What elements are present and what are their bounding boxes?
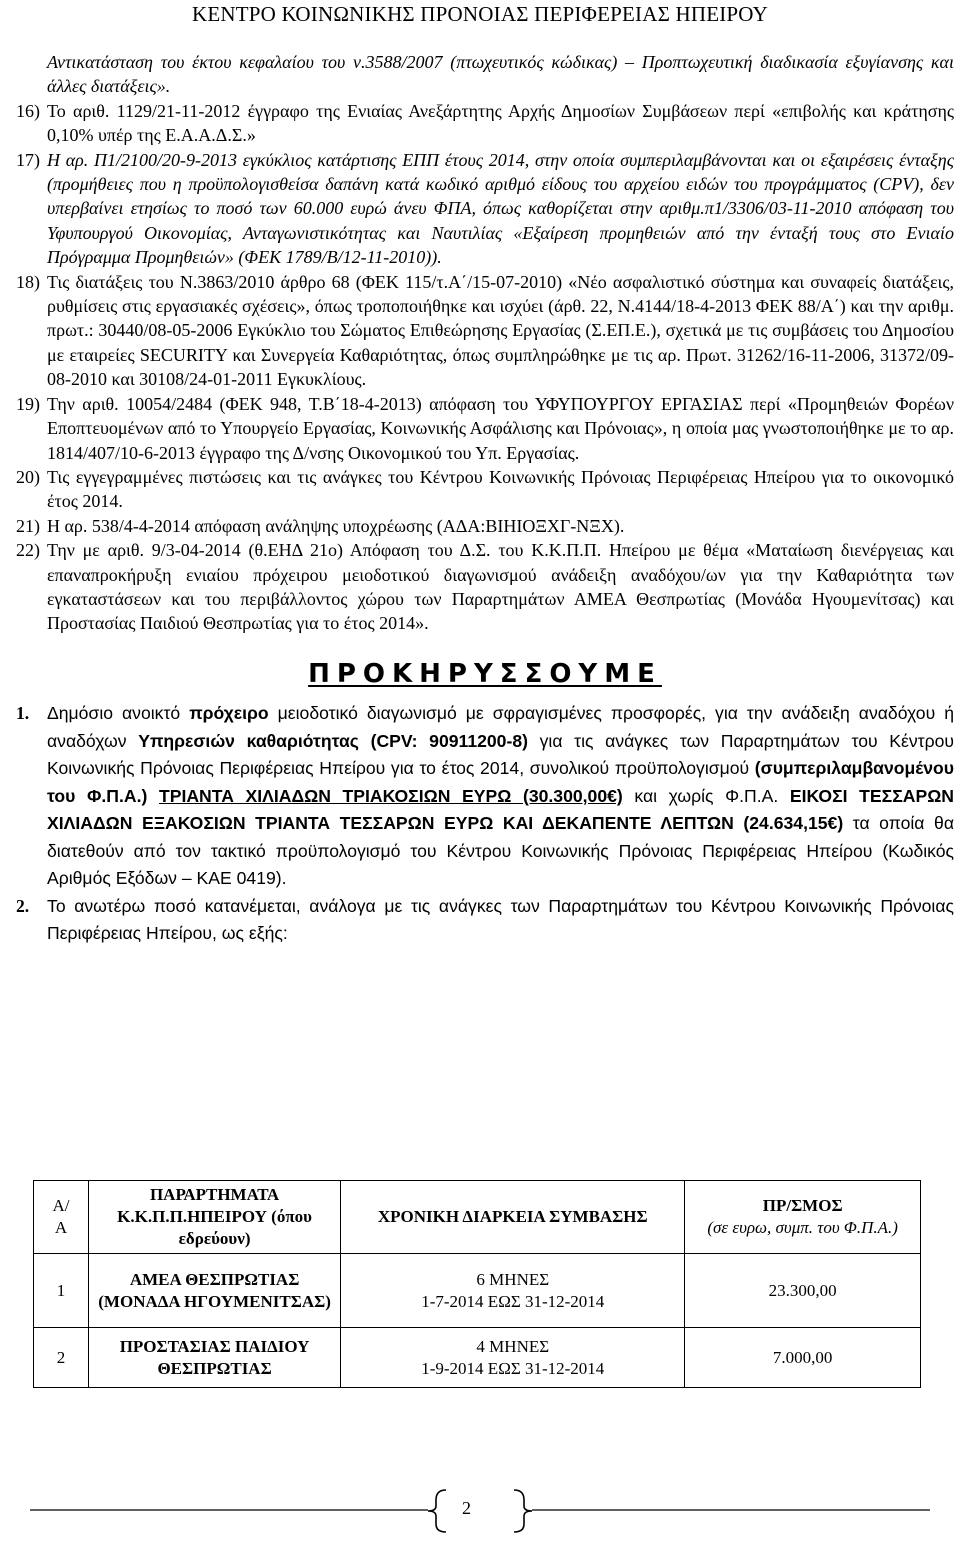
list-item <box>16 270 954 392</box>
page-number: 2 <box>462 1498 471 1518</box>
cell-aa: 2 <box>34 1328 89 1388</box>
allocation-table <box>33 1180 921 1388</box>
document-body <box>16 50 954 948</box>
table-row <box>34 1254 921 1328</box>
list-item <box>16 148 954 270</box>
page-footer <box>0 1486 960 1536</box>
decree-number: 1. <box>16 703 30 724</box>
item-number: 22) <box>16 540 40 561</box>
table-header-row <box>34 1181 921 1254</box>
list-item <box>16 99 954 148</box>
item-text: Τις διατάξεις του Ν.3863/2010 άρθρο 68 (ΦΕΚ 115/τ.Α΄/15-07-2010) «Νέο ασφαλιστικό σύστημα και συναφείς διατάξεις, ρυθμίσεις στις εργασιακές σχέσεις», όπως τροποποιήθηκε και ισχύει (άρθ. 22, Ν.4144/18-4-2013 ΦΕΚ 88/Α΄) και την αριθμ. πρωτ.: 30440/08-05-2006 Εγκύκλιο του Σώματος Επιθεώρησης Εργασίας (Σ.ΕΠ.Ε.), σχετικά με τις συμβάσεις του Δημοσίου με εταιρείες SECURITY και Συνεργεία Καθαριότητας, όπως συμπληρώθηκε με τις αρ. Πρωτ. 31262/16-11-2006, 31372/09-08-2010 και 30108/24-01-2011 Εγκυκλίους. <box>47 271 954 390</box>
cell-amount: 7.000,00 <box>685 1328 921 1388</box>
item-number: 20) <box>16 466 40 487</box>
intro-paragraph: Αντικατάσταση του έκτου κεφαλαίου του ν.3588/2007 (πτωχευτικός κώδικας) – Προπτωχευτική διαδικασία εξυγίανσης και άλλες διατάξεις». <box>47 52 954 97</box>
proclamation-title: ΠΡΟΚΗΡΥΣΣΟΥΜΕ <box>308 658 662 689</box>
list-item <box>16 392 954 465</box>
item-number: 17) <box>16 149 40 170</box>
item-text: Την αριθ. 10054/2484 (ΦΕΚ 948, Τ.Β΄18-4-2013) απόφαση του ΥΦΥΠΟΥΡΓΟΥ ΕΡΓΑΣΙΑΣ περί «Προμηθειών Φορέων Εποπτευομένων από το Υπουργείο Εργασίας, Κοινωνικής Ασφάλισης και Πρόνοιας», η οποία μας γνωστοποιήθηκε με το αρ. 1814/407/10-6-2013 έγγραφο της Δ/νσης Οικονομικού του Υπ. Εργασίας. <box>47 393 954 463</box>
cell-branch: ΠΡΟΣΤΑΣΙΑΣ ΠΑΙΔΙΟΥ ΘΕΣΠΡΩΤΙΑΣ <box>88 1328 340 1388</box>
item-text: Τις εγγεγραμμένες πιστώσεις και τις ανάγκες του Κέντρου Κοινωνικής Πρόνοιας Περιφέρειας Ηπείρου για το οικονομικό έτος 2014. <box>47 466 954 512</box>
list-item <box>16 514 954 538</box>
cell-aa: 1 <box>34 1254 89 1328</box>
list-item <box>16 465 954 514</box>
item-text: Η αρ. 538/4-4-2014 απόφαση ανάληψης υποχρέωσης (ΑΔΑ:ΒΙΗΙΟΞΧΓ-ΝΞΧ). <box>47 515 625 536</box>
item-number: 18) <box>16 271 40 292</box>
cell-amount: 23.300,00 <box>685 1254 921 1328</box>
decree-text: Το ανωτέρω ποσό κατανέμεται, ανάλογα με τις ανάγκες των Παραρτημάτων του Κέντρου Κοινωνικής Πρόνοιας Περιφέρειας Ηπείρου, ως εξής: <box>47 895 954 944</box>
item-text: Την με αριθ. 9/3-04-2014 (θ.ΕΗΔ 21ο) Απόφαση του Δ.Σ. του Κ.Κ.Π.Π. Ηπείρου με θέμα «Ματαίωση διενέργειας και επαναπροκήρυξη ενιαίου πρόχειρου μειοδοτικού διαγωνισμού ανάδειξη αναδόχου/ων για την Καθαριότητα των εγκαταστάσεων και του περιβάλλοντος χώρου των Παραρτημάτων ΑΜΕΑ Θεσπρωτίας (Μονάδα Ηγουμενίτσας) και Προστασίας Παιδιού Θεσπρωτίας για το έτος 2014». <box>47 540 954 634</box>
cell-branch: ΑΜΕΑ ΘΕΣΠΡΩΤΙΑΣ (ΜΟΝΑΔΑ ΗΓΟΥΜΕΝΙΤΣΑΣ) <box>88 1254 340 1328</box>
list-item <box>16 538 954 636</box>
page-header: ΚΕΝΤΡΟ ΚΟΙΝΩΝΙΚΗΣ ΠΡΟΝΟΙΑΣ ΠΕΡΙΦΕΡΕΙΑΣ ΗΠΕΙΡΟΥ <box>192 2 768 26</box>
footer-brace-decoration <box>0 1486 960 1536</box>
item-number: 16) <box>16 100 40 121</box>
decree-item <box>16 700 954 893</box>
table-row <box>34 1328 921 1388</box>
cell-duration: 4 ΜΗΝΕΣ 1-9-2014 ΕΩΣ 31-12-2014 <box>341 1328 685 1388</box>
header-branch: ΠΑΡΑΡΤΗΜΑΤΑ Κ.Κ.Π.Π.ΗΠΕΙΡΟΥ (όπου εδρεύουν) <box>88 1181 340 1254</box>
item-number: 21) <box>16 515 40 536</box>
decree-number: 2. <box>16 895 30 916</box>
cell-duration: 6 ΜΗΝΕΣ 1-7-2014 ΕΩΣ 31-12-2014 <box>341 1254 685 1328</box>
header-aa: Α/ Α <box>34 1181 89 1254</box>
decree-text: Δημόσιο ανοικτό πρόχειρο μειοδοτικό διαγωνισμό με σφραγισμένες προσφορές, για την ανάδειξη αναδόχου ή αναδόχων Υπηρεσιών καθαριότητας (CPV: 90911200-8) για τις ανάγκες των Παραρτημάτων του Κέντρου Κοινωνικής Πρόνοιας Περιφέρειας Ηπείρου για το έτος 2014, συνολικού προϋπολογισμού (συμπεριλαμβανομένου του Φ.Π.Α.) ΤΡΙΑΝΤΑ ΧΙΛΙΑΔΩΝ ΤΡΙΑΚΟΣΙΩΝ ΕΥΡΩ (30.300,00€) και χωρίς Φ.Π.Α. ΕΙΚΟΣΙ ΤΕΣΣΑΡΩΝ ΧΙΛΙΑΔΩΝ ΕΞΑΚΟΣΙΩΝ ΤΡΙΑΝΤΑ ΤΕΣΣΑΡΩΝ ΕΥΡΩ ΚΑΙ ΔΕΚΑΠΕΝΤΕ ΛΕΠΤΩΝ (24.634,15€) τα οποία θα διατεθούν από τον τακτικό προϋπολογισμό του Κέντρου Κοινωνικής Πρόνοιας Περιφέρειας Ηπείρου (Κωδικός Αριθμός Εξόδων – ΚΑΕ 0419). <box>47 703 955 889</box>
item-text: Το αριθ. 1129/21-11-2012 έγγραφο της Ενιαίας Ανεξάρτητης Αρχής Δημοσίων Συμβάσεων περί «επιβολής και κράτησης 0,10% υπέρ της Ε.Α.Α.Δ.Σ.» <box>47 100 954 146</box>
decree-item <box>16 893 954 948</box>
header-amount: ΠΡ/ΣΜΟΣ (σε ευρω, συμπ. του Φ.Π.Α.) <box>685 1181 921 1254</box>
header-duration: ΧΡΟΝΙΚΗ ΔΙΑΡΚΕΙΑ ΣΥΜΒΑΣΗΣ <box>341 1181 685 1254</box>
item-text: Η αρ. Π1/2100/20-9-2013 εγκύκλιος κατάρτισης ΕΠΠ έτους 2014, στην οποία συμπεριλαμβάνονται και οι εξαιρέσεις ένταξης (προμήθειες που η προϋπολογισθείσα δαπάνη κατά κωδικό αριθμό είδους του αρχείου ειδών του προγράμματος (CPV), δεν υπερβαίνει ετησίως το ποσό των 60.000 ευρώ άνευ ΦΠΑ, όπως καθορίζεται στην αριθμ.π1/3306/03-11-2010 απόφαση του Υφυπουργού Οικονομίας, Ανταγωνιστικότητας και Ναυτιλίας «Εξαίρεση προμηθειών από την ένταξή τους στο Ενιαίο Πρόγραμμα Προμηθειών» (ΦΕΚ 1789/Β/12-11-2010)). <box>47 149 954 268</box>
item-number: 19) <box>16 393 40 414</box>
